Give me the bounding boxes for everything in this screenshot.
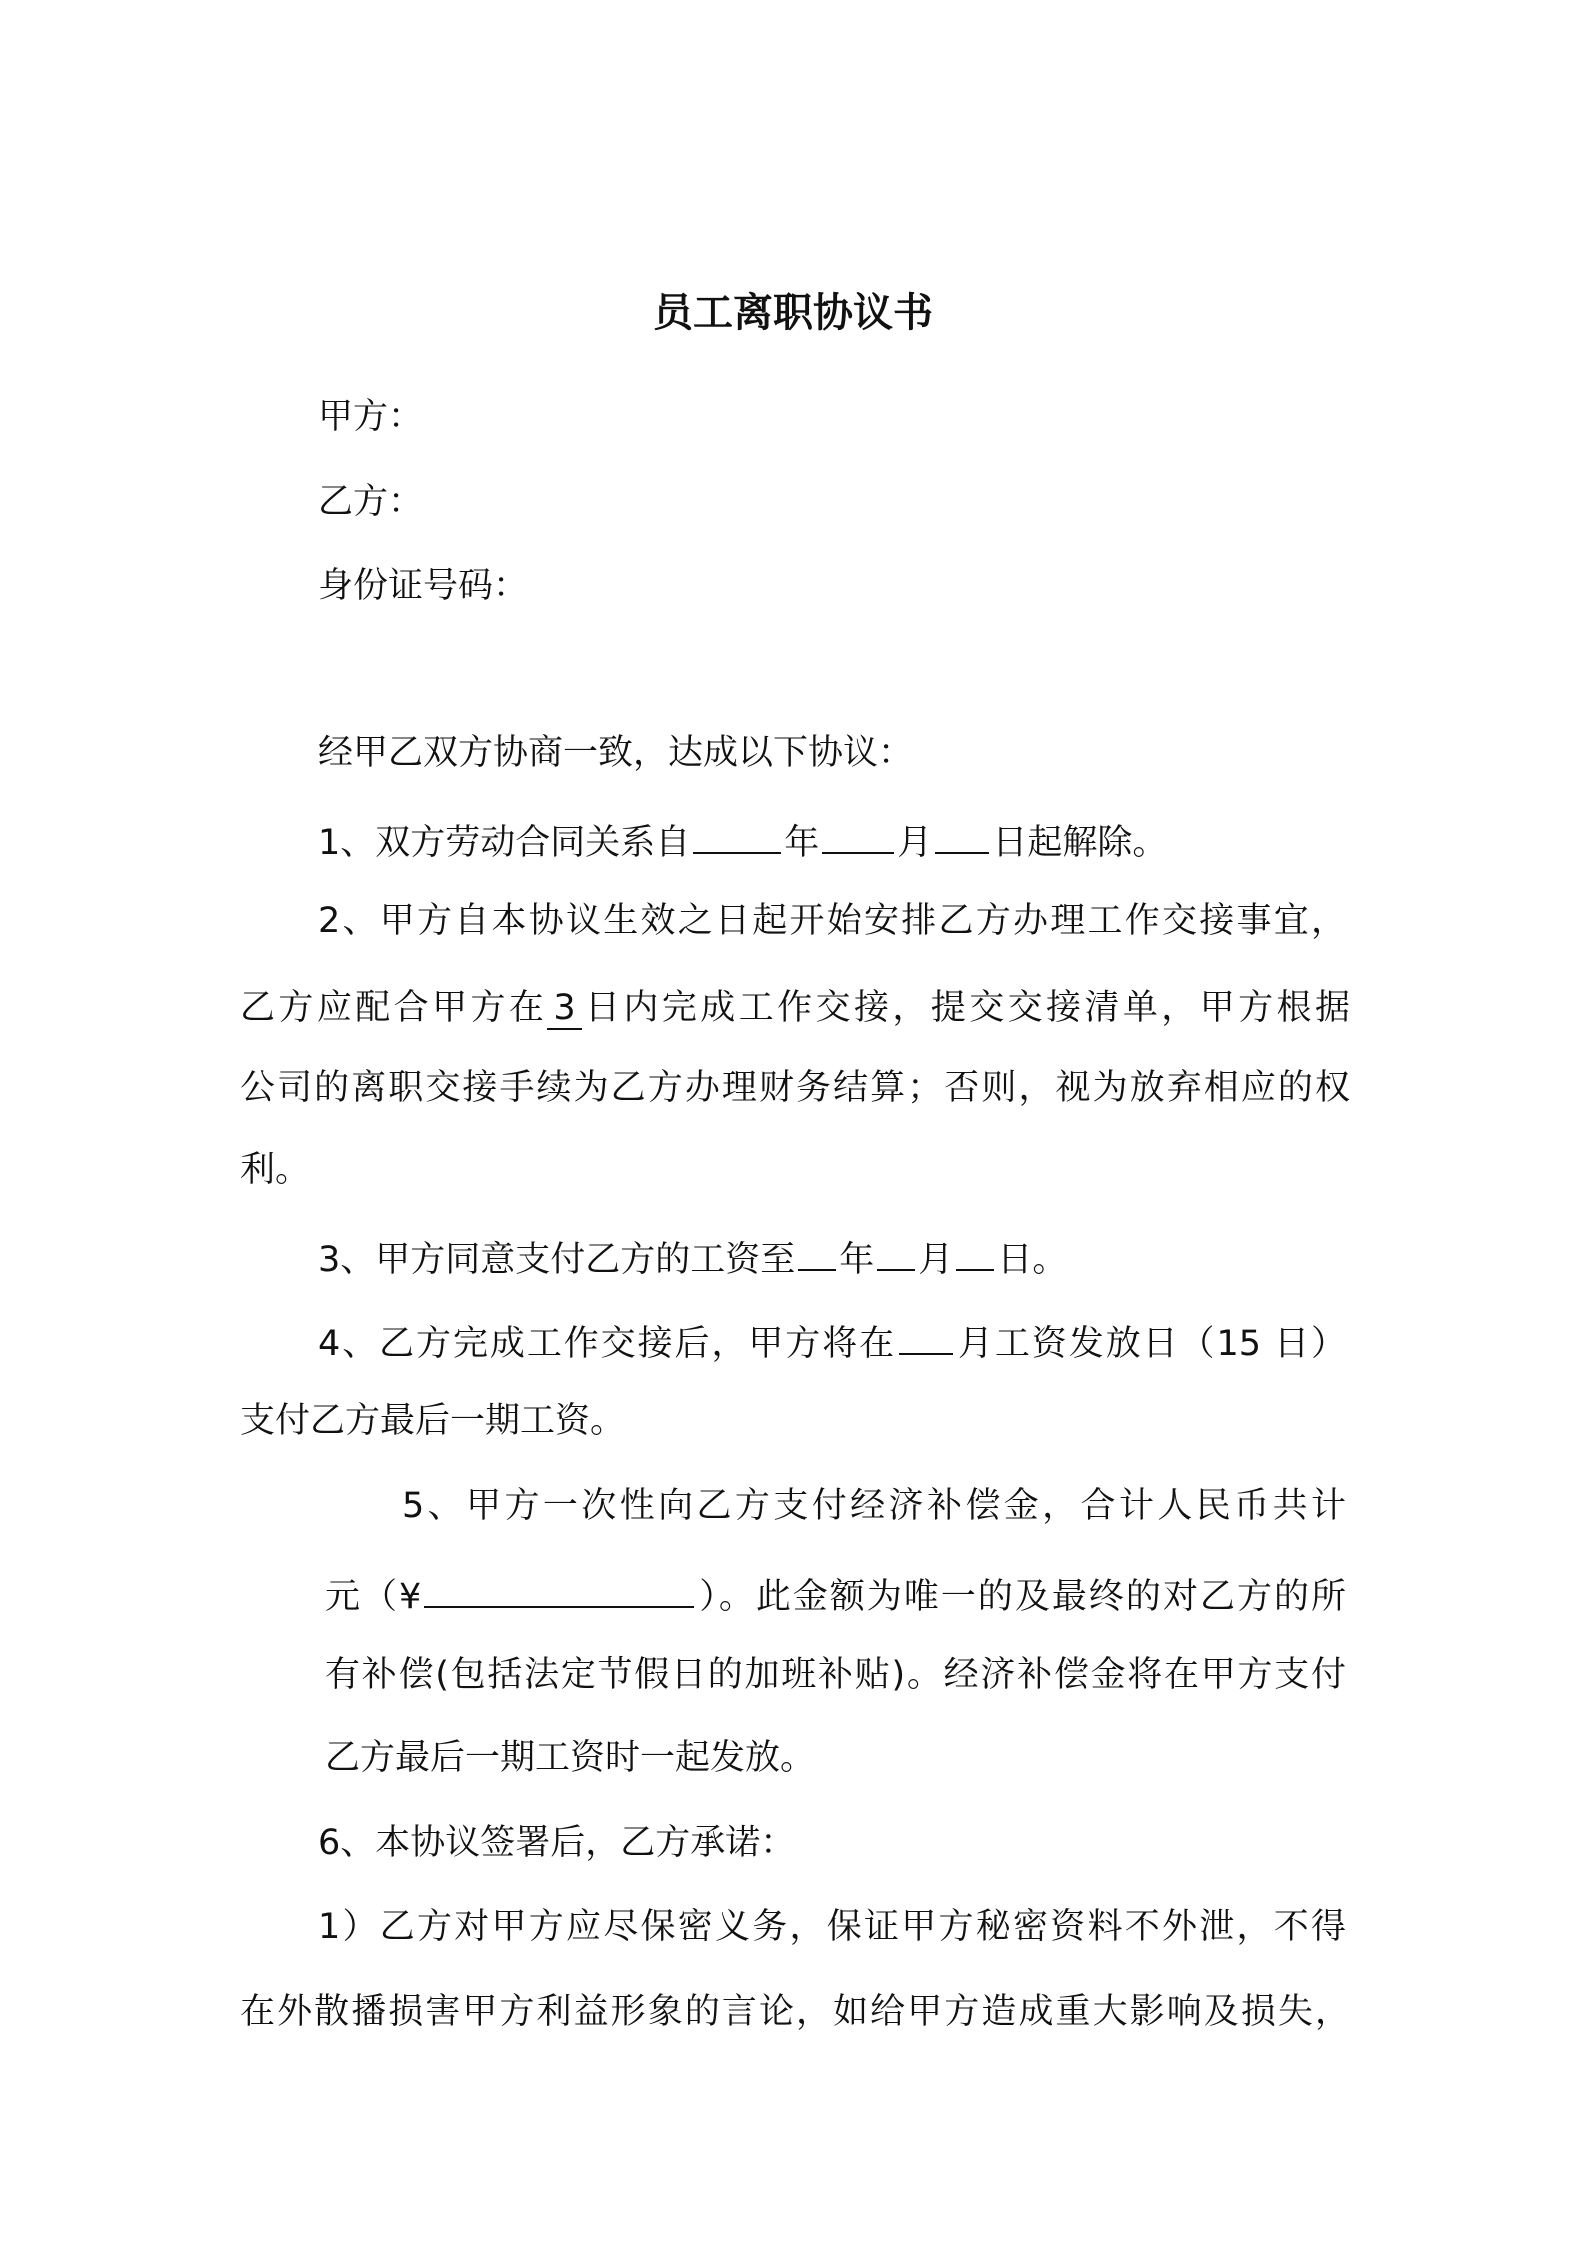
item-2-line-2-suffix: 日内完成工作交接，提交交接清单，甲方根据: [581, 988, 1350, 1028]
item-1-year: 年: [784, 823, 820, 863]
day-blank: [956, 1229, 994, 1271]
document-title: 员工离职协议书: [653, 290, 933, 336]
item-2-line-2-prefix: 乙方应配合甲方在: [240, 988, 548, 1028]
party-b-label: 乙方：: [318, 482, 424, 522]
intro-text: 经甲乙双方协商一致，达成以下协议：: [318, 733, 914, 773]
item-5-line-3: 有补偿(包括法定节假日的加班补贴)。经济补偿金将在甲方支付: [325, 1655, 1346, 1695]
item-6-heading: 6、本协议签署后，乙方承诺：: [318, 1823, 796, 1863]
item-5-line-2-prefix: 元（¥: [325, 1577, 422, 1617]
item-6-sub-1-line-2: 在外散播损害甲方利益形象的言论，如给甲方造成重大影响及损失，: [240, 1992, 1350, 2032]
item-3: [318, 1229, 1067, 1285]
year-blank: [798, 1229, 836, 1271]
month-blank: [899, 1313, 953, 1355]
item-2-line-2: [240, 983, 1350, 1033]
item-5-line-4: 乙方最后一期工资时一起发放。: [325, 1738, 816, 1778]
item-1-prefix: 1、双方劳动合同关系自: [318, 823, 691, 863]
party-a-label: 甲方：: [318, 397, 424, 437]
item-4-line-2: 支付乙方最后一期工资。: [240, 1401, 626, 1441]
day-blank: [935, 812, 989, 854]
month-blank: [822, 812, 894, 854]
item-3-prefix: 3、甲方同意支付乙方的工资至: [318, 1240, 796, 1280]
item-1-suffix: 日起解除。: [992, 823, 1168, 863]
id-number-label: 身份证号码：: [318, 566, 529, 606]
item-3-month: 月: [918, 1240, 954, 1280]
item-2-days: 3: [547, 988, 581, 1030]
item-2-line-3: 公司的离职交接手续为乙方办理财务结算；否则，视为放弃相应的权: [240, 1068, 1350, 1108]
item-2-line-4: 利。: [240, 1150, 311, 1190]
item-4-suffix: 月工资发放日（15 日）: [956, 1324, 1346, 1364]
item-4-prefix: 4、乙方完成工作交接后，甲方将在: [318, 1324, 897, 1364]
item-4-line-1: [318, 1313, 1346, 1369]
month-blank: [877, 1229, 915, 1271]
item-5-line-2: [325, 1566, 1346, 1622]
item-1: [318, 812, 1167, 868]
item-5-line-2-suffix: ）。此金额为唯一的及最终的对乙方的所: [697, 1577, 1346, 1617]
item-3-suffix: 日。: [997, 1240, 1068, 1280]
item-3-year: 年: [839, 1240, 875, 1280]
year-blank: [693, 812, 781, 854]
item-6-sub-1-line-1: 1）乙方对甲方应尽保密义务，保证甲方秘密资料不外泄，不得: [318, 1907, 1346, 1947]
amount-blank: [424, 1566, 694, 1608]
item-5-line-1: 5、甲方一次性向乙方支付经济补偿金，合计人民币共计: [402, 1486, 1346, 1526]
item-2-line-1: 2、甲方自本协议生效之日起开始安排乙方办理工作交接事宜，: [318, 901, 1346, 941]
item-1-month: 月: [897, 823, 933, 863]
